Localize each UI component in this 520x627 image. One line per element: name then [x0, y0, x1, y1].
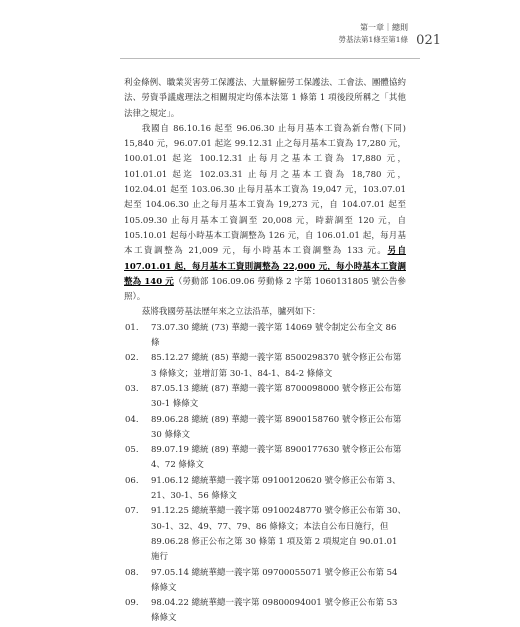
history-item-text: 97.05.14 總統華總一義字第 09700055071 號令修正公布第 54 條條文: [151, 567, 398, 593]
history-item-number: 03.: [125, 383, 139, 394]
history-item-number: 01.: [125, 322, 139, 333]
history-item-number: 09.: [125, 598, 139, 609]
history-item-number: 06.: [125, 475, 139, 486]
history-item-number: 08.: [125, 567, 139, 578]
page-number: 021: [416, 33, 441, 48]
paragraph-minimum-wage: [124, 122, 406, 306]
history-item-text: 91.06.12 總統華總一義字第 09100120620 號令修正公布第 3、21、30-1、56 條條文: [151, 475, 401, 502]
history-item-text: 91.12.25 總統華總一義字第 09100248770 號令修正公布第 30、30-1、32、49、77、79、86 條條文；本法自公布日施行，但 89.06.28 修正公布之第 30 條第 1 項及第 2 項規定自 90.01.01 施行: [151, 506, 406, 563]
history-item-number: 04.: [125, 414, 139, 425]
wage-reference: （勞動部 106.09.06 勞動條 2 字第 1060131805 號公告參照）。: [124, 276, 406, 303]
history-item-number: 07.: [125, 506, 139, 517]
history-item-number: 02.: [125, 353, 139, 364]
history-item-text: 89.06.28 總統 (89) 華總一義字第 8900158760 號令修正公布第 30 條條文: [151, 414, 402, 440]
history-item-text: 85.12.27 總統 (85) 華總一義字第 8500298370 號令修正公布第 3 條條文；並增訂第 30-1、84-1、84-2 條條文: [151, 353, 402, 379]
history-item: [124, 443, 406, 474]
header-rule: [120, 58, 420, 59]
wage-highlight: 另自 107.01.01 起，每月基本工資則調整為 22,000 元，每小時基本工資調整為 140 元: [124, 246, 406, 287]
history-item: [124, 382, 406, 413]
legislative-history-list: [124, 321, 406, 627]
chapter-title: 第一章｜總則: [360, 23, 408, 32]
history-item-text: 73.07.30 總統 (73) 華總一義字第 14069 號令制定公布全文 86 條: [151, 322, 397, 349]
page-header: [338, 22, 408, 45]
history-item: [124, 504, 406, 565]
wage-history-text: 我國自 86.10.16 起至 96.06.30 止每月基本工資為新台幣(下同) 15,840 元，96.07.01 起迄 99.12.31 止之每月基本工資為 17,280 元，100.01.01 起迄 100.12.31 止每月之基本工資為 17,880 元，101.01.01 起迄 102.03.31 止每月之基本工資為 18,780 元，102.04.01 起至 103.06.30 止每月基本工資為 19,047 元，103.07.01 起至 104.06.30 止之每月基本工資為 19,273 元，自 104.07.01 起至 105.09.30 止每月基本工資調至 20,008 元，時薪調至 120 元，自 105.10.01 起每小時基本工資調整為 126 元，自 106.01.01 起，每月基本工資調整為 21,009 元，每小時基本工資調整為 133 元。: [124, 123, 406, 257]
history-item: [124, 321, 406, 352]
history-item: [124, 413, 406, 444]
history-item-text: 89.07.19 總統 (89) 華總一義字第 8900177630 號令修正公布第 4、72 條條文: [151, 445, 402, 471]
paragraph-continuation: 利金條例、職業災害勞工保護法、大量解僱勞工保護法、工會法、團體協約法、勞資爭議處理法之相關規定均係本法第 1 條第 1 項後段所稱之「其他法律之規定」。: [124, 78, 406, 119]
history-item: [124, 596, 406, 627]
history-item-text: 98.04.22 總統華總一義字第 09800094001 號令修正公布第 53 條條文: [151, 598, 398, 624]
history-item-number: 05.: [125, 445, 139, 456]
page-content: [124, 76, 406, 627]
paragraph-history-intro: 茲將我國勞基法歷年來之立法沿革，臚列如下：: [141, 307, 321, 318]
history-item-text: 87.05.13 總統 (87) 華總一義字第 8700098000 號令修正公布第 30-1 條條文: [151, 383, 402, 410]
section-subtitle: 勞基法第1條至第1條: [338, 35, 408, 44]
history-item: [124, 351, 406, 382]
history-item: [124, 566, 406, 597]
